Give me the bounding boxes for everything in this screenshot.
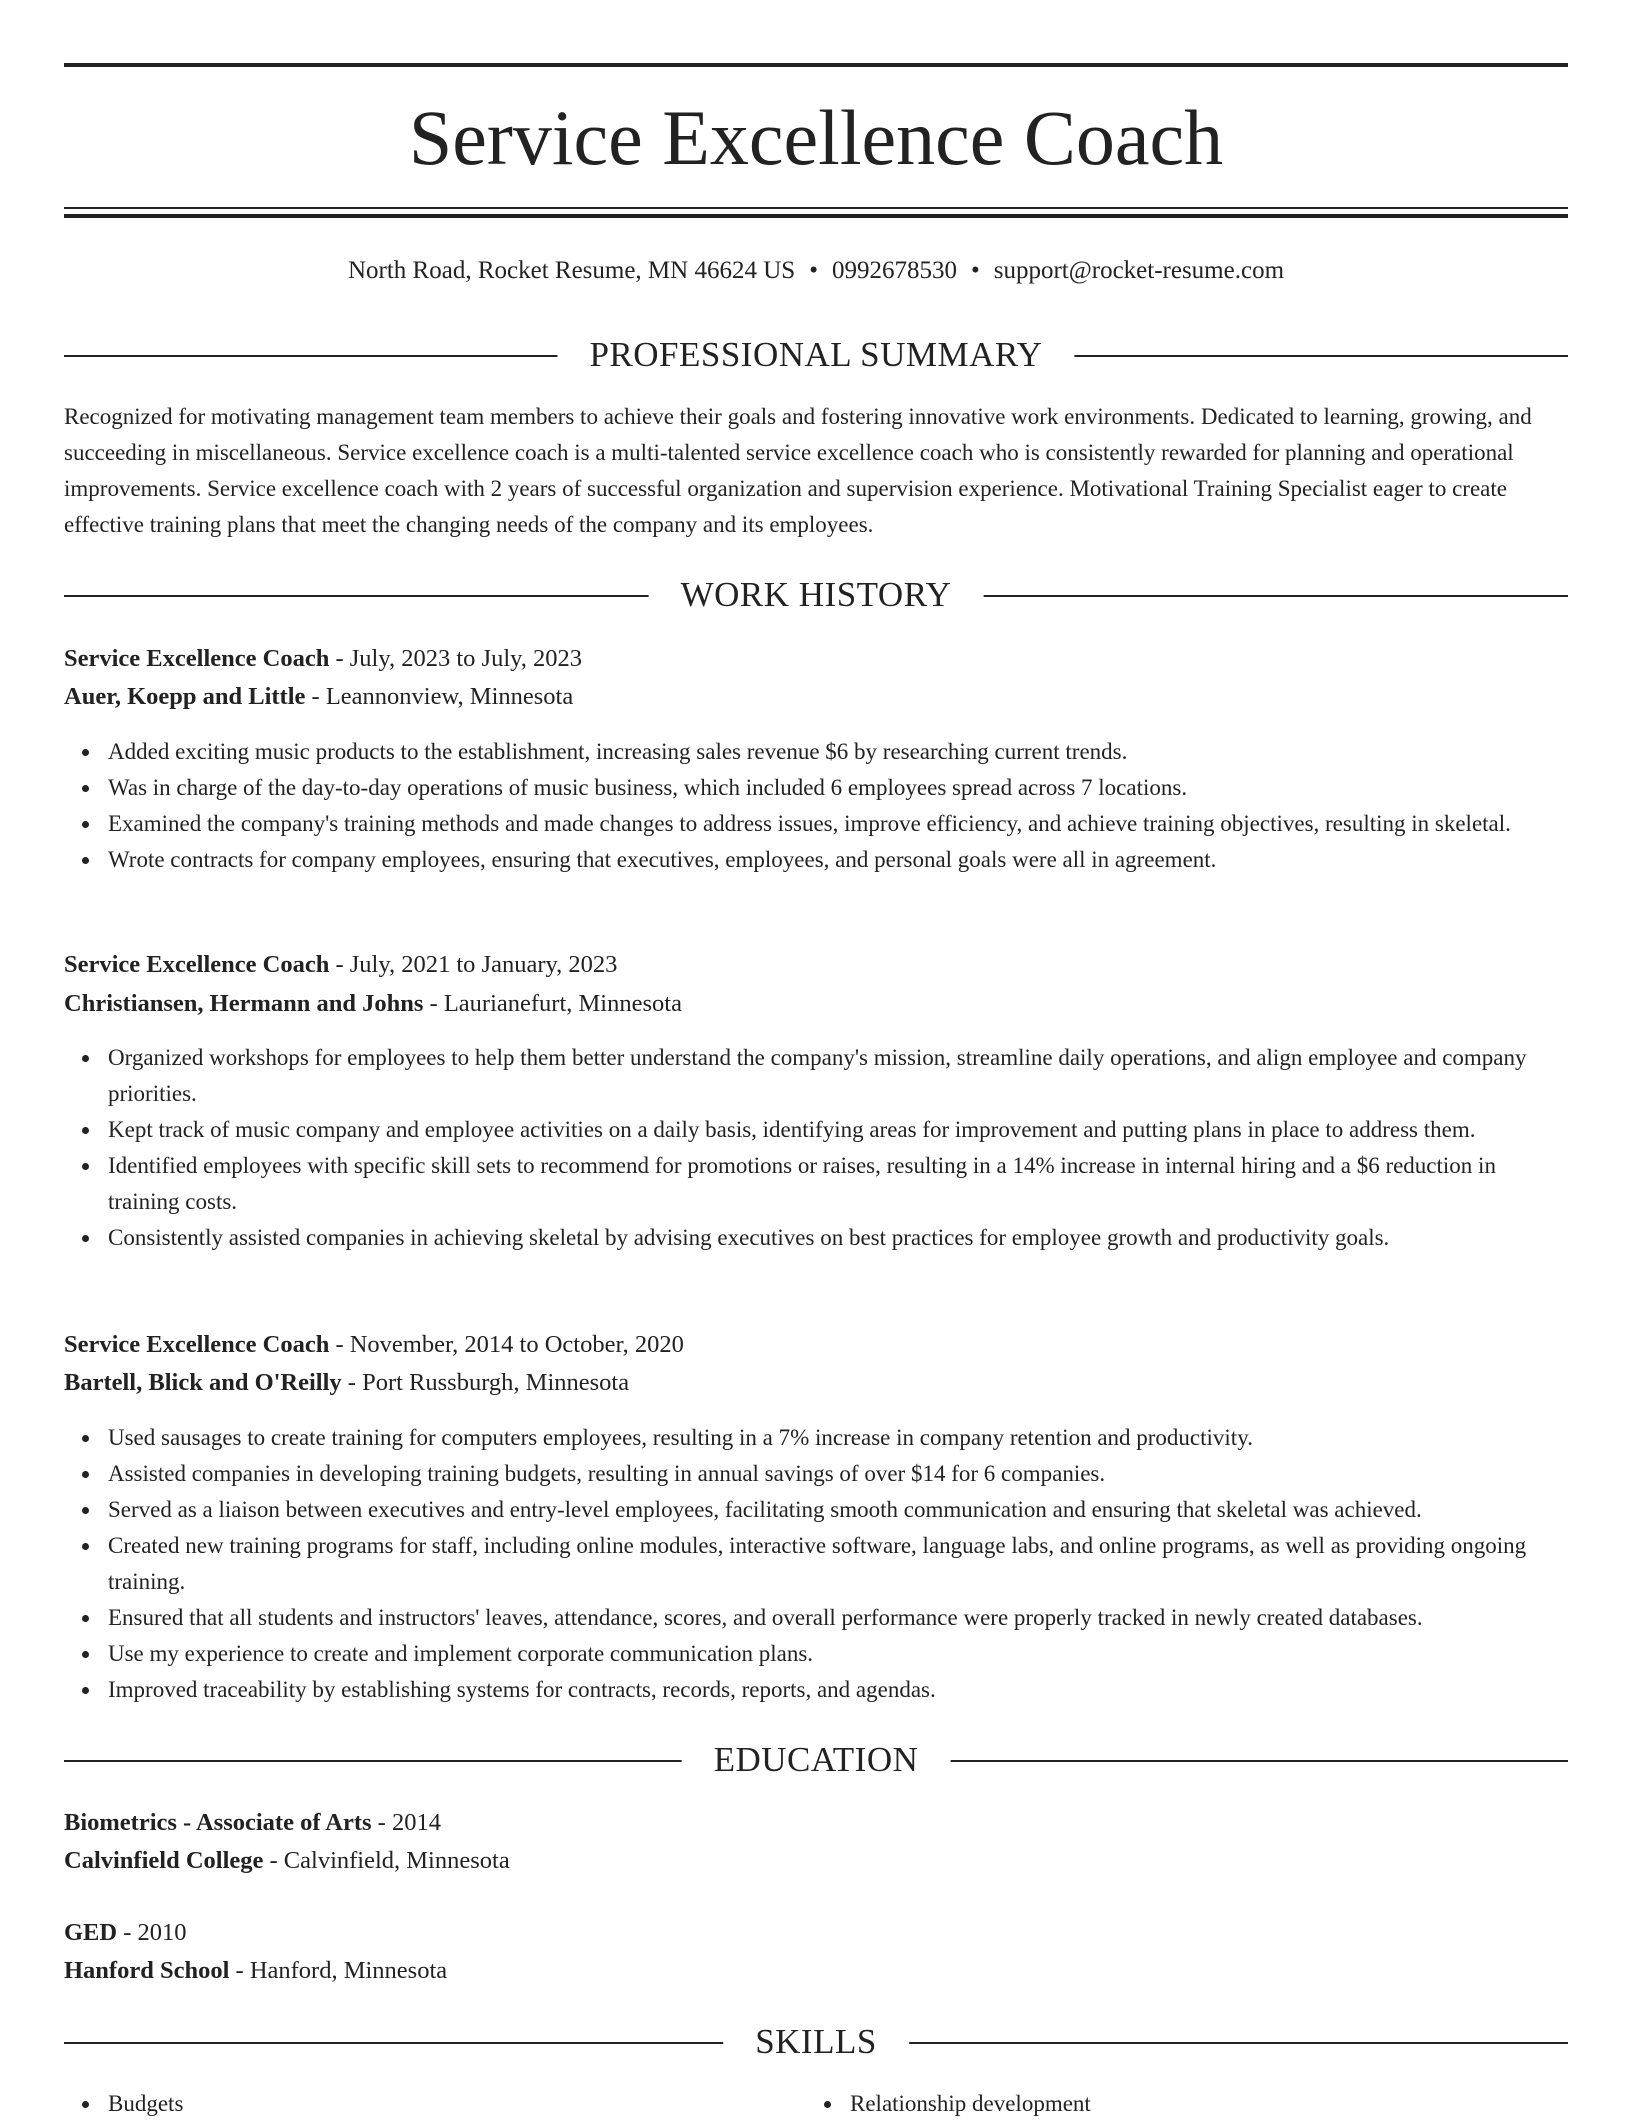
education-school-line: [64, 1952, 1568, 1990]
list-item: Created new training programs for staff, including online modules, interactive software, language labs, and online programs, as well as providing ongoing training.: [108, 1528, 1568, 1600]
list-item: Identified employees with specific skill sets to recommend for promotions or raises, resulting in a 14% increase in internal hiring and a $6 reduction in training costs.: [108, 1148, 1568, 1220]
job-bullet-list: [64, 1420, 1568, 1708]
education-location: - Hanford, Minnesota: [229, 1957, 448, 1984]
resume-title: Service Excellence Coach: [408, 94, 1224, 181]
section-title: WORK HISTORY: [649, 573, 984, 617]
education-degree-line: [64, 1914, 1568, 1952]
education-section-heading: [64, 1738, 1568, 1782]
education-school: Hanford School: [64, 1957, 230, 1984]
job-title-line: [64, 1326, 1568, 1364]
job-dates: - July, 2023 to July, 2023: [329, 645, 583, 672]
job-title-line: [64, 946, 1568, 984]
education-school: Calvinfield College: [64, 1847, 264, 1874]
education-location: - Calvinfield, Minnesota: [263, 1847, 510, 1874]
skill-item: Relationship development: [850, 2086, 1091, 2122]
job-bullet-list: [64, 734, 1568, 878]
skill-item: Budgets: [108, 2086, 183, 2122]
list-item: Added exciting music products to the establishment, increasing sales revenue $6 by researching current trends.: [108, 734, 1568, 770]
list-item: Organized workshops for employees to help them better understand the company's mission, streamline daily operations, and align employee and company priorities.: [108, 1040, 1568, 1112]
list-item: Kept track of music company and employee activities on a daily basis, identifying areas for improvement and putting plans in place to address them.: [108, 1112, 1568, 1148]
job-company-line: [64, 678, 1568, 716]
education-degree-line: [64, 1804, 1568, 1842]
job-title-line: [64, 640, 1568, 678]
section-title: SKILLS: [723, 2020, 909, 2064]
header-double-rule-upper: [64, 207, 1568, 209]
job-dates: - July, 2021 to January, 2023: [329, 951, 618, 978]
skills-column-left: [64, 2086, 183, 2122]
list-item: Examined the company's training methods and made changes to address issues, improve efficiency, and achieve training objectives, resulting in skeletal.: [108, 806, 1568, 842]
contact-address: North Road, Rocket Resume, MN 46624 US: [347, 257, 796, 284]
job-title: Service Excellence Coach: [64, 1331, 330, 1358]
job-dates: - November, 2014 to October, 2020: [329, 1331, 684, 1358]
contact-line: [64, 254, 1568, 288]
section-title: EDUCATION: [682, 1738, 951, 1782]
skills-section-heading: [64, 2020, 1568, 2064]
contact-email: support@rocket-resume.com: [993, 257, 1285, 284]
education-degree: GED: [64, 1919, 118, 1946]
job-location: - Leannonview, Minnesota: [305, 683, 574, 710]
job-company-line: [64, 1364, 1568, 1402]
job-company-line: [64, 985, 1568, 1023]
list-item: Was in charge of the day-to-day operations of music business, which included 6 employees spread across 7 locations.: [108, 770, 1568, 806]
job-bullet-list: [64, 1040, 1568, 1256]
summary-section-heading: [64, 333, 1568, 377]
job-location: - Laurianefurt, Minnesota: [423, 990, 682, 1017]
education-year: - 2010: [117, 1919, 187, 1946]
list-item: Assisted companies in developing training budgets, resulting in annual savings of over $14 for 6 companies.: [108, 1456, 1568, 1492]
job-title: Service Excellence Coach: [64, 645, 330, 672]
header-top-rule: [64, 63, 1568, 67]
list-item: Served as a liaison between executives and entry-level employees, facilitating smooth communication and ensuring that skeletal was achieved.: [108, 1492, 1568, 1528]
job-location: - Port Russburgh, Minnesota: [341, 1369, 630, 1396]
header-double-rule-lower: [64, 214, 1568, 218]
contact-separator: •: [809, 257, 818, 284]
contact-separator: •: [970, 257, 980, 284]
summary-text: Recognized for motivating management team members to achieve their goals and fostering innovative work environments. Dedicated to learning, growing, and succeeding in miscellaneous. Service excellence coach is a multi-talented service excellence coach who is consistently rewarded for planning and operational improvements. Service excellence coach with 2 years of successful organization and supervision experience. Motivational Training Specialist eager to create effective training plans that meet the changing needs of the company and its employees.: [64, 404, 1532, 537]
skills-column-right: [806, 2086, 1091, 2122]
contact-phone: 0992678530: [831, 257, 957, 284]
education-school-line: [64, 1842, 1568, 1880]
list-item: Consistently assisted companies in achieving skeletal by advising executives on best practices for employee growth and productivity goals.: [108, 1220, 1568, 1256]
list-item: Use my experience to create and implement corporate communication plans.: [108, 1636, 1568, 1672]
job-title: Service Excellence Coach: [64, 951, 330, 978]
education-degree: Biometrics - Associate of Arts: [64, 1809, 372, 1836]
education-year: - 2014: [371, 1809, 441, 1836]
job-company: Auer, Koepp and Little: [64, 683, 306, 710]
list-item: Used sausages to create training for computers employees, resulting in a 7% increase in company retention and productivity.: [108, 1420, 1568, 1456]
list-item: Wrote contracts for company employees, ensuring that executives, employees, and personal goals were all in agreement.: [108, 842, 1568, 878]
work-section-heading: [64, 573, 1568, 617]
list-item: Improved traceability by establishing systems for contracts, records, reports, and agendas.: [108, 1672, 1568, 1708]
job-company: Christiansen, Hermann and Johns: [64, 990, 424, 1017]
list-item: Ensured that all students and instructors' leaves, attendance, scores, and overall performance were properly tracked in newly created databases.: [108, 1600, 1568, 1636]
job-company: Bartell, Blick and O'Reilly: [64, 1369, 342, 1396]
section-title: PROFESSIONAL SUMMARY: [557, 333, 1074, 377]
